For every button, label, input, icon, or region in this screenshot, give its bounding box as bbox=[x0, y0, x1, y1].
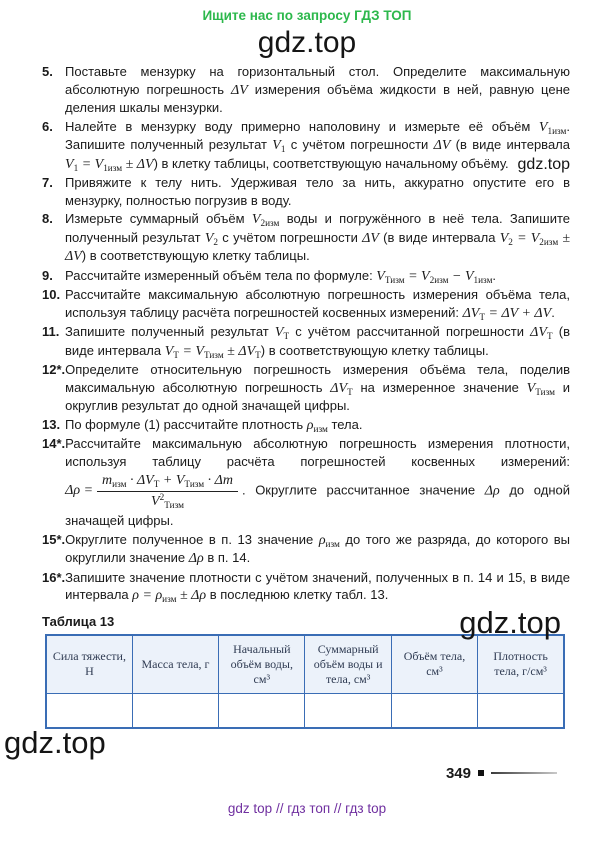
table-header-cell: Объём тела, см³ bbox=[391, 635, 477, 694]
instruction-item bbox=[42, 210, 570, 266]
formula: $V_2 = V_{2изм} \pm \Delta V$ bbox=[65, 230, 571, 264]
instruction-text: Измерьте суммарный объём $V_{2изм}$ воды и погружённого в неё тела. Запишите полученный результат $V_2$ с учётом погрешности ΔV (в виде интервала $V_2 = V_{2изм} \pm \Delta V$) в соответствующую клетку таблицы. bbox=[65, 211, 571, 264]
formula: $V_{Тизм}$ bbox=[526, 380, 555, 397]
formula: $\Delta V_Т$ bbox=[530, 325, 553, 342]
instruction-item bbox=[42, 361, 570, 415]
table-header-cell: Сила тяжести, Н bbox=[46, 635, 132, 694]
instruction-item bbox=[42, 118, 570, 174]
instruction-number: 12*. bbox=[42, 362, 66, 377]
instruction-text: Рассчитайте измеренный объём тела по формуле: $V_{Тизм} = V_{2изм} - V_{1изм}$. bbox=[65, 267, 497, 285]
formula: $V_{2изм}$ bbox=[251, 212, 280, 229]
instruction-number: 7. bbox=[42, 175, 53, 190]
formula: $V_Т$ bbox=[274, 325, 290, 342]
top-search-link[interactable]: Ищите нас по запросу ГДЗ ТОП bbox=[202, 8, 412, 23]
instruction-list bbox=[42, 63, 570, 605]
table-cell bbox=[219, 693, 305, 728]
instruction-number: 10. bbox=[42, 287, 61, 302]
formula: $V_1 = V_{1изм} \pm \Delta V$ bbox=[65, 156, 154, 173]
instruction-item bbox=[42, 174, 570, 209]
table-empty-row bbox=[46, 693, 564, 728]
table-header-cell: Масса тела, г bbox=[132, 635, 218, 694]
instruction-item bbox=[42, 323, 570, 360]
formula: $\rho_{изм}$ bbox=[306, 417, 328, 434]
results-table bbox=[45, 634, 565, 729]
instruction-item bbox=[42, 416, 570, 435]
instruction-number: 6. bbox=[42, 118, 53, 134]
instruction-text: Запишите значение плотности с учётом значений, полученных в п. 14 и 15, в виде интервала $\rho = \rho_{изм} \pm \Delta\rho$ в последнюю клетку табл. 13. bbox=[65, 569, 570, 605]
divider-line bbox=[491, 772, 557, 774]
instruction-text: Округлите полученное в п. 13 значение $\rho_{изм}$ до того же разряда, до которого вы округлили значение Δρ в п. 14. bbox=[65, 531, 570, 566]
instruction-number: 14*. bbox=[42, 436, 66, 451]
formula: $V_{Тизм} = V_{2изм} - V_{1изм}$ bbox=[376, 268, 493, 285]
instruction-text: Налейте в мензурку воду примерно наполовину и измерьте её объём $V_{1изм}$. Запишите полученный результат $V_1$ с учётом погрешности ΔV (в виде интервала $V_1 = V_{1изм} \pm \Delta V$) в клетку таблицы, соответствующую начальному объёму. gdz.top bbox=[65, 118, 570, 173]
footer-links[interactable]: gdz top // гдз топ // гдз top bbox=[227, 800, 387, 816]
instruction-text: Привяжите к телу нить. Удерживая тело за нить, аккуратно опустите его в мензурку, полностью погрузив в воду. bbox=[65, 175, 570, 208]
watermark-bottom-left: gdz.top bbox=[4, 724, 106, 760]
instruction-item bbox=[42, 63, 570, 117]
instruction-number: 15*. bbox=[42, 531, 66, 547]
watermark-inline: gdz.top bbox=[517, 156, 570, 173]
formula: $\rho = \rho_{изм} \pm \Delta\rho$ bbox=[132, 588, 207, 605]
formula: ΔV bbox=[231, 82, 248, 98]
instruction-number: 16*. bbox=[42, 569, 66, 585]
table-cell bbox=[391, 693, 477, 728]
instruction-text: Рассчитайте максимальную абсолютную погрешность измерения объёма тела, используя таблицу расчёта погрешностей косвенных измерений: $\Delta V_Т = \Delta V + \Delta V$. bbox=[65, 287, 570, 322]
table-header-cell: Плотность тела, г/см³ bbox=[478, 635, 564, 694]
instruction-item bbox=[42, 435, 570, 530]
table-caption: Таблица 13 bbox=[42, 613, 115, 629]
instruction-number: 9. bbox=[42, 267, 53, 283]
page-number-row bbox=[0, 765, 557, 782]
instruction-text: Определите относительную погрешность измерения объёма тела, поделив максимальную абсолютную погрешность $\Delta V_Т$ на измеренное значение $V_{Тизм}$ и округлив результат до одной значащей цифры. bbox=[65, 362, 570, 413]
formula: ΔV bbox=[433, 138, 451, 153]
table-header-row bbox=[46, 635, 564, 694]
instruction-number: 8. bbox=[42, 211, 53, 226]
instruction-text: Рассчитайте максимальную абсолютную погрешность измерения плотности, используя таблицу расчёта погрешностей косвенных измерений: Δρ = $\frac{m_{изм} \cdot \Delta V_Т + V_{Тизм} \cdot \Delta m}{V^2_{Тизм}}$ . Округлите рассчитанное значение Δρ до одной значащей цифры. bbox=[65, 436, 570, 528]
table-header-cell: Начальный объём воды, см³ bbox=[219, 635, 305, 694]
formula: ΔV bbox=[362, 230, 379, 246]
watermark-top: gdz.top bbox=[257, 26, 357, 59]
formula: $V_2$ bbox=[204, 230, 219, 247]
formula: $\Delta V_Т = \Delta V + \Delta V$ bbox=[462, 305, 552, 322]
formula: Δρ bbox=[484, 483, 500, 499]
instruction-text: Запишите полученный результат $V_Т$ с учётом рассчитанной погрешности $\Delta V_Т$ (в виде интервала $V_Т = V_{Тизм} \pm \Delta V_Т$) в соответствующую клетку таблицы. bbox=[65, 324, 570, 360]
formula: $V_1$ bbox=[272, 138, 286, 155]
square-marker-icon bbox=[478, 770, 484, 776]
formula: $V_Т = V_{Тизм} \pm \Delta V_Т$ bbox=[164, 343, 261, 360]
table-cell bbox=[132, 693, 218, 728]
instruction-item bbox=[42, 569, 570, 605]
instruction-text: Поставьте мензурку на горизонтальный стол. Определите максимальную абсолютную погрешность ΔV измерения объёма жидкости в ней, равную цене деления шкалы мензурки. bbox=[65, 64, 570, 115]
table-cell bbox=[478, 693, 564, 728]
table-cell bbox=[46, 693, 132, 728]
table-header-cell: Суммарный объём воды и тела, см³ bbox=[305, 635, 391, 694]
instruction-number: 11. bbox=[42, 324, 60, 339]
watermark-right: gdz.top bbox=[459, 604, 561, 640]
table-cell bbox=[305, 693, 391, 728]
formula: Δρ bbox=[188, 551, 204, 566]
formula: $\rho_{изм}$ bbox=[318, 532, 340, 549]
instruction-item bbox=[42, 531, 570, 568]
instruction-text: По формуле (1) рассчитайте плотность $\rho_{изм}$ тела. bbox=[65, 416, 363, 434]
formula: $V_{1изм}$ bbox=[538, 119, 567, 136]
instruction-item bbox=[42, 267, 570, 286]
instruction-number: 5. bbox=[42, 64, 53, 79]
instruction-item bbox=[42, 286, 570, 322]
instruction-number: 13. bbox=[42, 416, 61, 432]
formula: $\Delta V_Т$ bbox=[330, 380, 353, 397]
formula-fraction: Δρ = $\frac{m_{изм} \cdot \Delta V_Т + V_{Тизм} \cdot \Delta m}{V^2_{Тизм}}$ bbox=[65, 472, 242, 510]
page-number: 349 bbox=[445, 764, 471, 782]
